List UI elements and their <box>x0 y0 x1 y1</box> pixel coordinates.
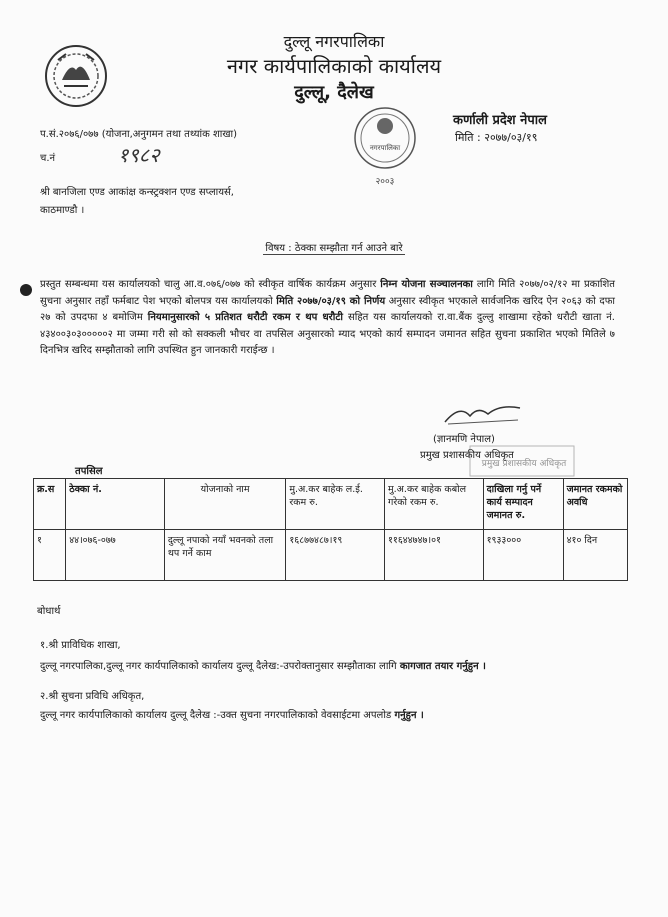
cell-estimate-amount: १६८७७४८७।१९ <box>286 530 385 581</box>
header-project-name: योजनाको नाम <box>164 479 286 530</box>
cell-bid-amount: ११६४४७४७।०१ <box>384 530 483 581</box>
svg-text:प्रमुख प्रशासकीय अधिकृत: प्रमुख प्रशासकीय अधिकृत <box>481 459 567 469</box>
cell-guarantee-period: ४१० दिन <box>563 530 627 581</box>
handwritten-signature <box>440 402 525 426</box>
letter-body <box>40 277 615 360</box>
table-header-row <box>34 479 628 530</box>
cc-item-2-text: दुल्लू नगर कार्यपालिकाको कार्यालय दुल्लू दैलेख :-उक्त सुचना नगरपालिकाको वेवसाईटमा अपलोड <box>40 710 395 721</box>
cell-project-name: दुल्लू नपाको नयाँ भवनको तला थप गर्ने काम <box>164 530 286 581</box>
cell-serial: १ <box>34 530 66 581</box>
subject-text: विषय : ठेक्का सम्झौता गर्न आउने बारे <box>265 243 403 254</box>
cc-item-2-bold: गर्नुहुन । <box>394 710 424 721</box>
cc-item-2-body <box>40 707 424 721</box>
cc-item-2-title: २.श्री सुचना प्रविधि अधिकृत, <box>40 691 145 702</box>
body-bold-2: मिति २०७७/०३/१९ को निर्णय <box>276 295 386 307</box>
letter-date: मिति : २०७७/०३/१९ <box>455 131 538 144</box>
header-guarantee-period: जमानत रकमको अवधि <box>563 479 627 530</box>
body-text-1: प्रस्तुत सम्बन्धमा यस कार्यालयको चालु आ.व.०७६/०७७ को स्वीकृत वार्षिक कार्यक्रम अनुसार <box>40 279 381 290</box>
cc-label: बोधार्थ <box>37 606 61 617</box>
chalan-number-handwritten: १९८२ <box>118 143 160 167</box>
province-name: कर्णाली प्रदेश नेपाल <box>453 113 547 128</box>
body-bold-1: निम्न योजना सञ्चालनका <box>380 279 473 290</box>
municipality-name: दुल्लू नगरपालिका <box>283 32 385 51</box>
recipient-name: श्री बानजिला एण्ड आकांक्ष कन्स्ट्रक्शन एण्ड सप्लायर्स, <box>40 187 234 198</box>
body-text-3: अनुसार स्वीकृत भएकाले सार्वजनिक खरिद ऐन २०६३ को दफा २७ को उपदफा ४ बमोजिम <box>40 295 615 323</box>
office-round-stamp <box>335 100 435 190</box>
cell-contract-no: ४४।०७६-०७७ <box>66 530 165 581</box>
body-bold-3: नियमानुसारको ५ प्रतिशत धरौटी रकम र थप धरौटी <box>147 312 343 323</box>
cc-item-1-body <box>40 658 486 672</box>
officer-rectangular-stamp <box>468 440 578 480</box>
cc-item-1-title: १.श्री प्राविधिक शाखा, <box>40 640 121 651</box>
recipient-address: काठमाण्डौ । <box>40 205 85 216</box>
office-location: दुल्लू, दैलेख <box>294 82 374 103</box>
signatory-name: (ज्ञानमणि नेपाल) <box>433 434 495 445</box>
punch-hole-mark <box>20 284 32 296</box>
office-name: नगर कार्यपालिकाको कार्यालय <box>226 54 442 78</box>
reference-number: प.सं.२०७६/०७७ (योजना,अनुगमन तथा तथ्यांक शाखा) <box>40 129 238 140</box>
header-contract-no: ठेक्का नं. <box>66 479 165 530</box>
letter-subject <box>0 240 668 254</box>
cc-item-1-bold: कागजात तयार गर्नुहुन । <box>399 661 486 672</box>
table-label: तपसिल <box>75 466 103 477</box>
header-bid-amount: मु.अ.कर बाहेक कबोल गरेको रकम रु. <box>384 479 483 530</box>
svg-text:नगरपालिका: नगरपालिका <box>369 144 401 152</box>
header-serial: क्र.स <box>34 479 66 530</box>
cc-item-1-text: दुल्लू नगरपालिका,दुल्लू नगर कार्यपालिकाको कार्यालय दुल्लू दैलेख:-उपरोक्तानुसार सम्झौताका लागि <box>40 661 400 672</box>
header-guarantee-amount: दाखिला गर्नु पर्ने कार्य सम्पादन जमानत रु. <box>483 479 563 530</box>
table-row <box>34 530 628 581</box>
contract-details-table <box>33 478 628 581</box>
cell-guarantee-amount: १९३३००० <box>483 530 563 581</box>
body-text-4: सहित यस कार्यालयको रा.वा.बैंक दुल्लु शाखामा रहेको धरौटी खाता नं. ४३४००३०३०००००२ मा जम्मा गरी सो को सक्कली भौचर वा तपसिल अनुसारको म्याद भएको कार्य सम्पादन जमानत सहित सुचना प्रकाशित भएको मितिले ७ दिनभित्र खरिद सम्झौताको लागि उपस्थित हुन जानकारी गराईन्छ । <box>40 312 615 356</box>
svg-text:२००३: २००३ <box>375 177 395 187</box>
signatory-title: प्रमुख प्रशासकीय अधिकृत <box>420 450 514 461</box>
body-text-2: लागि मिति २०७७/०२/१२ मा प्रकाशित सुचना अनुसार तहाँ फर्मबाट पेश भएको बोलपत्र यस कार्यालयको <box>40 279 615 307</box>
header-estimate-amount: मु.अ.कर बाहेक ल.ई. रकम रु. <box>286 479 385 530</box>
chalan-label: च.नं <box>40 153 56 164</box>
